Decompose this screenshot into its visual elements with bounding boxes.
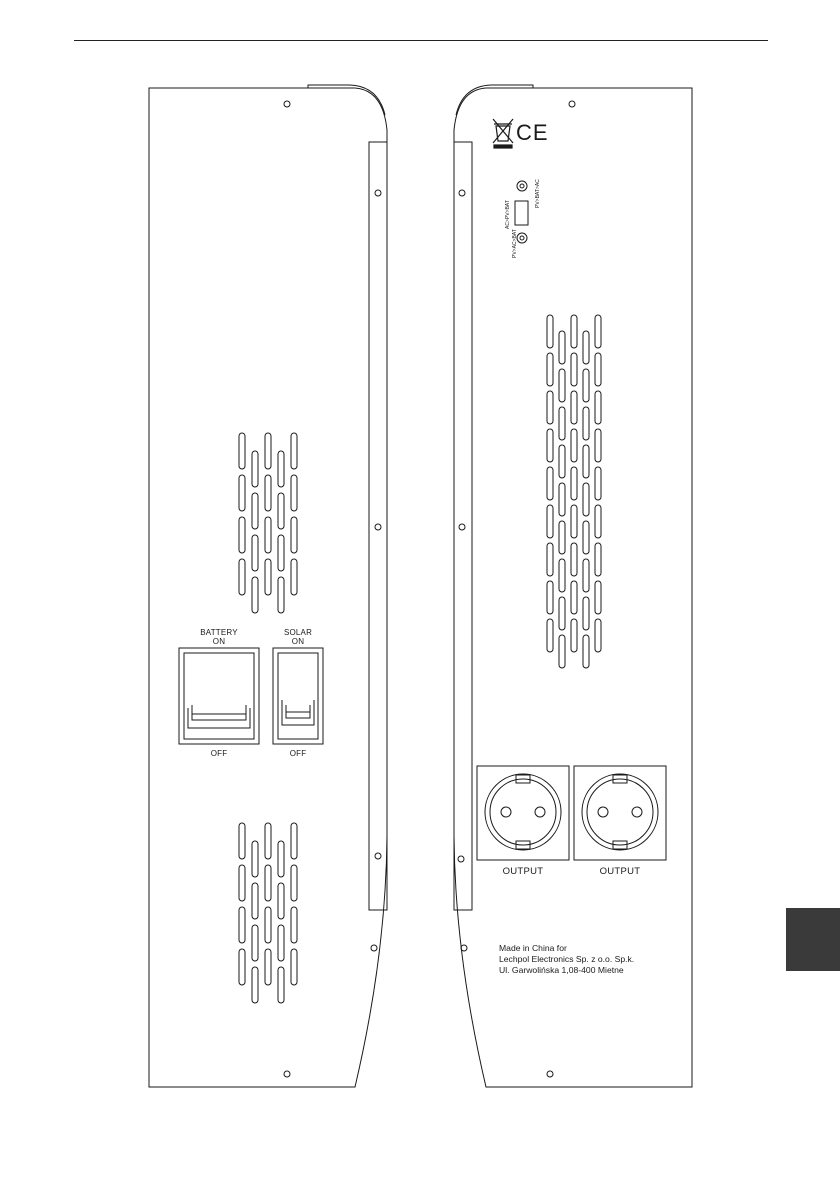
vent-slot: [252, 577, 258, 613]
vent-slot: [547, 429, 553, 462]
vent-slot: [265, 517, 271, 553]
vent-slot: [239, 907, 245, 943]
vent-slot: [252, 841, 258, 877]
vent-slot: [571, 353, 577, 386]
vent-slot: [583, 369, 589, 402]
vent-slot: [252, 493, 258, 529]
vent-slot: [239, 475, 245, 511]
vent-slot: [278, 841, 284, 877]
left-panel-top-lip: [308, 85, 385, 115]
manufacturer-line-3: Ul. Garwolińska 1,08-400 Mietne: [499, 965, 624, 975]
mode-label-ac-pv-bat: AC>PV>BAT: [505, 200, 511, 229]
mode-label-pv-bat-ac: PV>BAT>AC: [535, 179, 541, 208]
vent-slot: [559, 521, 565, 554]
vent-slot: [583, 597, 589, 630]
vent-slot: [291, 907, 297, 943]
page-edge-tab: [786, 908, 840, 971]
vent-slot: [265, 475, 271, 511]
mode-label-pv-ac-bat: PV>AC>BAT: [512, 229, 518, 258]
right-screw-2: [459, 524, 465, 530]
vent-slot: [239, 823, 245, 859]
vent-slot: [291, 517, 297, 553]
vent-slot: [547, 619, 553, 652]
vent-slot: [265, 559, 271, 595]
vent-slot: [571, 391, 577, 424]
vent-slot: [571, 581, 577, 614]
vent-slot: [291, 865, 297, 901]
battery-switch-body: [184, 653, 254, 739]
vent-slot: [252, 883, 258, 919]
output-socket-2-frame: [574, 766, 666, 860]
vent-slot: [291, 433, 297, 469]
vent-slot: [595, 467, 601, 500]
vent-slot: [252, 967, 258, 1003]
vent-slot: [583, 407, 589, 440]
left-screw-1: [375, 190, 381, 196]
ce-mark: CE: [516, 120, 549, 145]
weee-bin-icon: [493, 119, 513, 148]
vent-slot: [595, 429, 601, 462]
solar-switch-housing: [273, 648, 323, 744]
vent-slot: [583, 521, 589, 554]
vent-slot: [571, 467, 577, 500]
vent-slot: [559, 369, 565, 402]
right-screw-3: [458, 856, 464, 862]
vent-slot: [571, 429, 577, 462]
right-rail: [454, 142, 472, 910]
vent-slot: [547, 543, 553, 576]
vent-slot: [547, 391, 553, 424]
vent-slot: [547, 353, 553, 386]
vent-slot: [547, 467, 553, 500]
vent-slot: [595, 315, 601, 348]
left-screw-bottom: [284, 1071, 290, 1077]
vent-slot: [571, 619, 577, 652]
vent-slot: [291, 949, 297, 985]
vent-slot: [278, 535, 284, 571]
vent-slot: [595, 543, 601, 576]
output-label-1: OUTPUT: [502, 866, 544, 877]
vent-slot: [583, 483, 589, 516]
vent-slot: [583, 445, 589, 478]
vent-slot: [265, 865, 271, 901]
left-rail: [369, 142, 387, 910]
right-screw-4: [461, 945, 467, 951]
vent-slot: [278, 493, 284, 529]
vent-slot: [583, 559, 589, 592]
left-screw-2: [375, 524, 381, 530]
vent-slot: [239, 949, 245, 985]
vent-slot: [239, 517, 245, 553]
right-screw-1: [459, 190, 465, 196]
vent-slot: [265, 823, 271, 859]
vent-slot: [278, 967, 284, 1003]
vent-slot: [291, 475, 297, 511]
right-panel-outline: [454, 88, 692, 1087]
right-screw-top: [569, 101, 575, 107]
battery-switch-housing: [179, 648, 259, 744]
manufacturer-line-2: Lechpol Electronics Sp. z o.o. Sp.k.: [499, 954, 635, 964]
vent-slot: [559, 445, 565, 478]
vent-slot: [583, 635, 589, 668]
manufacturer-line-1: Made in China for: [499, 943, 567, 953]
output-label-2: OUTPUT: [599, 866, 641, 877]
vent-slot: [278, 451, 284, 487]
output-socket-1-frame: [477, 766, 569, 860]
vent-slot: [559, 483, 565, 516]
left-screw-4: [371, 945, 377, 951]
left-screw-top: [284, 101, 290, 107]
vent-slot: [547, 505, 553, 538]
battery-switch-off-label: OFF: [210, 749, 228, 758]
mode-led-bottom: [517, 233, 527, 243]
vent-slot: [547, 315, 553, 348]
vent-slot: [278, 883, 284, 919]
vent-slot: [571, 543, 577, 576]
vent-slot: [595, 391, 601, 424]
vent-slot: [559, 407, 565, 440]
vent-slot: [559, 331, 565, 364]
vent-slot: [265, 907, 271, 943]
battery-switch-label: BATTERY ON: [200, 628, 238, 646]
vent-slot: [571, 505, 577, 538]
vent-slot: [595, 581, 601, 614]
vent-slot: [595, 353, 601, 386]
vent-slot: [265, 433, 271, 469]
vent-slot: [278, 925, 284, 961]
vent-slot: [278, 577, 284, 613]
vent-slot: [252, 535, 258, 571]
vent-slot: [559, 597, 565, 630]
right-panel-top-lip: [456, 85, 533, 115]
vent-slot: [559, 559, 565, 592]
vent-slot: [265, 949, 271, 985]
vent-slot: [291, 823, 297, 859]
vent-slot: [559, 635, 565, 668]
vent-slot: [547, 581, 553, 614]
manufacturer-info: [499, 943, 634, 976]
vent-slot: [291, 559, 297, 595]
left-panel-outline: [149, 88, 387, 1087]
solar-switch-off-label: OFF: [289, 749, 307, 758]
solar-switch-label: SOLAR ON: [283, 628, 313, 646]
vent-slot: [595, 505, 601, 538]
mode-led-top: [517, 181, 527, 191]
right-screw-bottom: [547, 1071, 553, 1077]
vent-slot: [583, 331, 589, 364]
vent-slot: [239, 865, 245, 901]
mode-switch: [515, 201, 528, 225]
solar-switch-body: [278, 653, 318, 739]
vent-slot: [252, 451, 258, 487]
vent-slot: [252, 925, 258, 961]
left-screw-3: [375, 853, 381, 859]
vent-slot: [571, 315, 577, 348]
vent-slot: [239, 433, 245, 469]
vent-slot: [595, 619, 601, 652]
vent-slot: [239, 559, 245, 595]
